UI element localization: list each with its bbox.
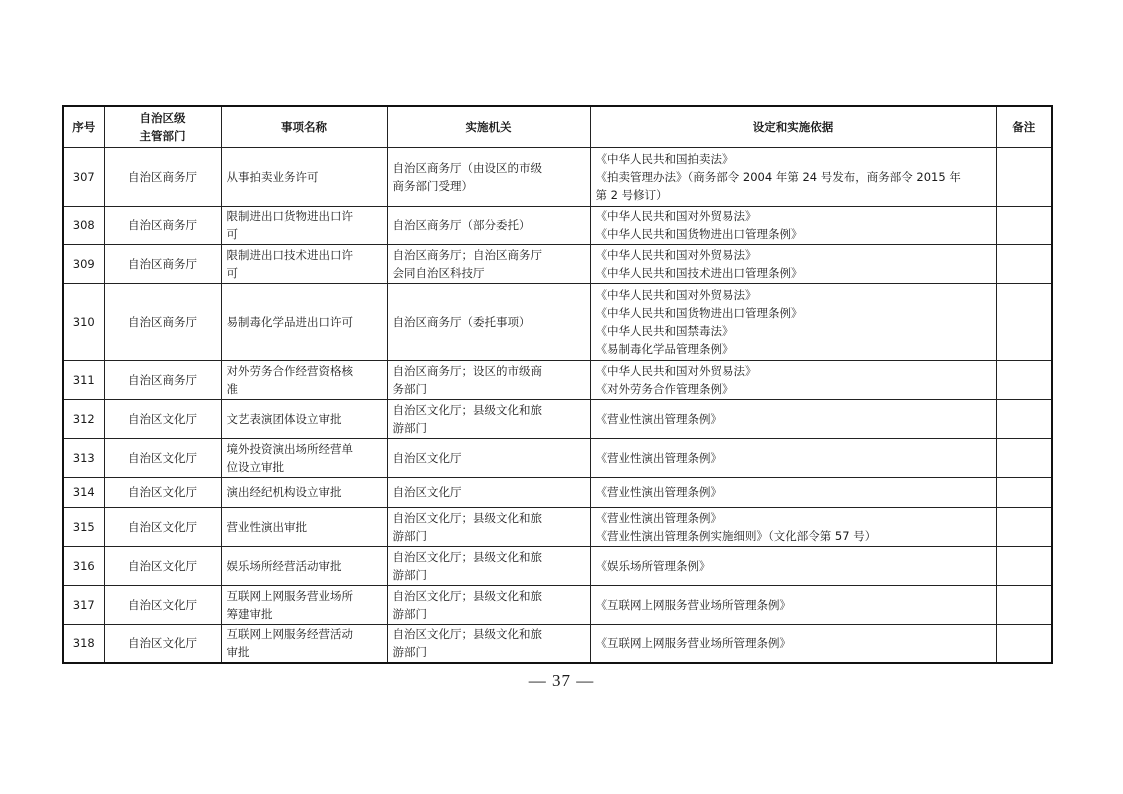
cell-serial: 309 (63, 244, 104, 283)
cell-basis-line: 《营业性演出管理条例》 (595, 411, 722, 426)
cell-dept: 自治区文化厅 (104, 438, 221, 477)
cell-item-name (221, 585, 387, 624)
cell-item-name-line: 演出经纪机构设立审批 (226, 485, 342, 499)
table-row (63, 399, 1052, 438)
cell-basis-line: 《互联网上网服务营业场所管理条例》 (595, 636, 791, 651)
cell-item-name-line: 互联网上网服务经营活动 (226, 627, 353, 642)
cell-agency-line: 自治区文化厅；县级文化和旅 (392, 402, 542, 417)
cell-serial: 311 (63, 360, 104, 399)
cell-agency (387, 283, 590, 360)
cell-basis (590, 147, 996, 206)
cell-item-name (221, 244, 387, 283)
cell-item-name-line: 从事拍卖业务许可 (226, 169, 319, 184)
header-dept: 自治区级 主管部门 (104, 106, 221, 147)
cell-basis-line: 《营业性演出管理条例》 (595, 485, 722, 499)
cell-basis-line: 第 2 号修订） (595, 187, 668, 202)
cell-basis (590, 585, 996, 624)
cell-item-name (221, 507, 387, 546)
cell-item-name-line: 准 (226, 381, 238, 396)
cell-basis-line: 《营业性演出管理条例》 (595, 510, 722, 525)
document-table-container (62, 105, 1053, 664)
cell-basis-line: 《中华人民共和国禁毒法》 (595, 323, 734, 338)
cell-basis-line: 《易制毒化学品管理条例》 (595, 341, 734, 356)
cell-agency-line: 游部门 (392, 606, 427, 621)
cell-basis (590, 546, 996, 585)
cell-agency (387, 438, 590, 477)
cell-agency-line: 自治区商务厅（委托事项） (392, 314, 531, 329)
cell-item-name-line: 文艺表演团体设立审批 (226, 411, 342, 426)
cell-basis (590, 283, 996, 360)
cell-agency-line: 自治区文化厅 (392, 450, 462, 465)
cell-basis (590, 206, 996, 244)
table-row (63, 585, 1052, 624)
cell-agency (387, 585, 590, 624)
cell-item-name (221, 624, 387, 663)
cell-agency-line: 游部门 (392, 528, 427, 543)
cell-dept: 自治区文化厅 (104, 477, 221, 507)
cell-item-name (221, 477, 387, 507)
cell-basis (590, 399, 996, 438)
cell-item-name (221, 399, 387, 438)
cell-agency (387, 477, 590, 507)
cell-dept: 自治区文化厅 (104, 399, 221, 438)
cell-item-name-line: 审批 (226, 645, 250, 660)
cell-basis-line: 《中华人民共和国技术进出口管理条例》 (595, 265, 803, 280)
cell-basis (590, 360, 996, 399)
cell-note (996, 507, 1052, 546)
cell-basis-line: 《中华人民共和国对外贸易法》 (595, 209, 757, 223)
cell-agency (387, 147, 590, 206)
cell-dept: 自治区文化厅 (104, 585, 221, 624)
cell-note (996, 624, 1052, 663)
cell-agency-line: 商务部门受理） (392, 178, 473, 193)
cell-basis-line: 《中华人民共和国货物进出口管理条例》 (595, 305, 803, 320)
cell-basis-line: 《中华人民共和国对外贸易法》 (595, 247, 757, 262)
cell-item-name (221, 546, 387, 585)
cell-agency-line: 自治区商务厅；设区的市级商 (392, 363, 542, 378)
cell-agency (387, 624, 590, 663)
cell-serial: 318 (63, 624, 104, 663)
cell-item-name (221, 206, 387, 244)
cell-note (996, 399, 1052, 438)
cell-agency-line: 自治区文化厅；县级文化和旅 (392, 627, 542, 642)
cell-agency (387, 206, 590, 244)
cell-item-name-line: 可 (226, 227, 238, 241)
cell-basis-line: 《中华人民共和国拍卖法》 (595, 151, 734, 166)
cell-dept: 自治区商务厅 (104, 360, 221, 399)
cell-item-name-line: 互联网上网服务营业场所 (226, 588, 353, 603)
cell-serial: 312 (63, 399, 104, 438)
cell-agency-line: 自治区文化厅 (392, 485, 462, 499)
cell-item-name (221, 438, 387, 477)
cell-basis-line: 《营业性演出管理条例实施细则》（文化部令第 57 号） (595, 528, 877, 543)
cell-basis (590, 624, 996, 663)
cell-basis-line: 《中华人民共和国货物进出口管理条例》 (595, 227, 803, 241)
table-row (63, 507, 1052, 546)
cell-agency-line: 游部门 (392, 567, 427, 582)
cell-note (996, 546, 1052, 585)
cell-item-name (221, 147, 387, 206)
cell-serial: 308 (63, 206, 104, 244)
cell-agency-line: 自治区商务厅（部分委托） (392, 218, 531, 232)
cell-item-name (221, 283, 387, 360)
table-row (63, 624, 1052, 663)
cell-basis-line: 《互联网上网服务营业场所管理条例》 (595, 597, 791, 612)
cell-agency-line: 自治区商务厅；自治区商务厅 (392, 247, 542, 262)
cell-dept: 自治区商务厅 (104, 147, 221, 206)
cell-note (996, 360, 1052, 399)
cell-note (996, 438, 1052, 477)
admin-licensing-table (62, 105, 1053, 664)
cell-agency-line: 游部门 (392, 420, 427, 435)
cell-serial: 310 (63, 283, 104, 360)
cell-note (996, 206, 1052, 244)
cell-basis-line: 《拍卖管理办法》（商务部令 2004 年第 24 号发布，商务部令 2015 年 (595, 169, 961, 184)
cell-basis-line: 《营业性演出管理条例》 (595, 450, 722, 465)
cell-serial: 317 (63, 585, 104, 624)
cell-dept: 自治区文化厅 (104, 624, 221, 663)
table-body (63, 147, 1052, 663)
cell-serial: 307 (63, 147, 104, 206)
cell-dept: 自治区商务厅 (104, 283, 221, 360)
cell-item-name-line: 娱乐场所经营活动审批 (226, 558, 342, 573)
page-number: — 37 — (528, 671, 595, 690)
cell-basis (590, 477, 996, 507)
cell-agency-line: 自治区文化厅；县级文化和旅 (392, 549, 542, 564)
cell-basis-line: 《对外劳务合作管理条例》 (595, 381, 734, 396)
table-row (63, 546, 1052, 585)
cell-item-name-line: 对外劳务合作经营资格核 (226, 363, 353, 378)
table-row (63, 360, 1052, 399)
cell-basis (590, 244, 996, 283)
cell-agency-line: 自治区文化厅；县级文化和旅 (392, 588, 542, 603)
cell-agency-line: 务部门 (392, 381, 427, 396)
cell-basis-line: 《中华人民共和国对外贸易法》 (595, 287, 757, 302)
table-row (63, 283, 1052, 360)
cell-agency (387, 546, 590, 585)
cell-item-name-line: 可 (226, 265, 238, 280)
cell-dept: 自治区文化厅 (104, 507, 221, 546)
cell-agency (387, 399, 590, 438)
cell-item-name-line: 筹建审批 (226, 606, 273, 621)
table-row (63, 206, 1052, 244)
cell-agency-line: 会同自治区科技厅 (392, 265, 485, 280)
cell-serial: 313 (63, 438, 104, 477)
cell-basis (590, 438, 996, 477)
table-row (63, 438, 1052, 477)
cell-note (996, 477, 1052, 507)
cell-dept: 自治区商务厅 (104, 206, 221, 244)
cell-item-name (221, 360, 387, 399)
cell-agency-line: 游部门 (392, 645, 427, 660)
cell-note (996, 585, 1052, 624)
cell-dept: 自治区商务厅 (104, 244, 221, 283)
cell-agency (387, 244, 590, 283)
cell-serial: 314 (63, 477, 104, 507)
header-item: 事项名称 (221, 106, 387, 147)
header-serial: 序号 (63, 106, 104, 147)
cell-dept: 自治区文化厅 (104, 546, 221, 585)
cell-note (996, 147, 1052, 206)
cell-agency (387, 507, 590, 546)
cell-item-name-line: 境外投资演出场所经营单 (226, 441, 353, 456)
cell-item-name-line: 位设立审批 (226, 459, 284, 474)
cell-item-name-line: 易制毒化学品进出口许可 (226, 314, 353, 329)
cell-agency (387, 360, 590, 399)
cell-item-name-line: 营业性演出审批 (226, 519, 307, 534)
table-row (63, 147, 1052, 206)
cell-basis-line: 《中华人民共和国对外贸易法》 (595, 363, 757, 378)
table-row (63, 244, 1052, 283)
table-row (63, 477, 1052, 507)
table-header-row (63, 106, 1052, 147)
cell-note (996, 283, 1052, 360)
cell-item-name-line: 限制进出口技术进出口许 (226, 247, 353, 262)
cell-agency-line: 自治区商务厅（由设区的市级 (392, 160, 542, 175)
cell-serial: 316 (63, 546, 104, 585)
cell-item-name-line: 限制进出口货物进出口许 (226, 209, 353, 223)
header-basis: 设定和实施依据 (590, 106, 996, 147)
cell-agency-line: 自治区文化厅；县级文化和旅 (392, 510, 542, 525)
cell-note (996, 244, 1052, 283)
header-agency: 实施机关 (387, 106, 590, 147)
cell-serial: 315 (63, 507, 104, 546)
header-note: 备注 (996, 106, 1052, 147)
cell-basis (590, 507, 996, 546)
cell-basis-line: 《娱乐场所管理条例》 (595, 558, 711, 573)
